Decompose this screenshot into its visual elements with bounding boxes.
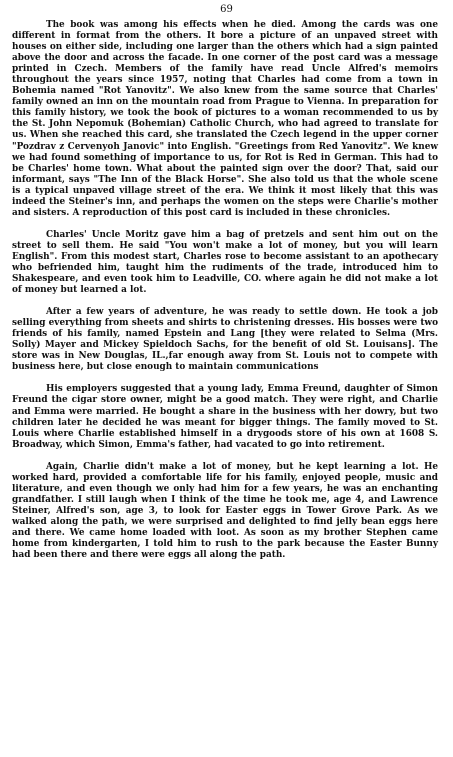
paragraph-settle-down: After a few years of adventure, he was ready to settle down. He took a job selling everything from sheets and shirts to christening dresses. His bosses were two friends of his family, named Epstein and Lang [they were related to Selma (Mrs. Solly) Mayer and Mickey Spieldoch Sachs, for the benefit of old St. Louisans]. The store was in New Douglas, IL.,far enough away from St. Louis not to compete with business here, but close enough to maintain communications: [12, 307, 438, 373]
body-text: [12, 20, 438, 561]
paragraph-grandfather: Again, Charlie didn't make a lot of money, but he kept learning a lot. He worked hard, provided a comfortable life for his family, enjoyed people, music and literature, and even though we only had him for a few years, he was an enchanting grandfather. I still laugh when I think of the time he took me, age 4, and Lawrence Steiner, Alfred's son, age 3, to look for Easter eggs in Tower Grove Park. As we walked along the path, we were surprised and delighted to find jelly bean eggs here and there. We came home loaded with loot. As soon as my brother Stephen came home from kindergarten, I told him to rush to the park because the Easter Bunny had been there and there were eggs all along the path.: [12, 461, 438, 561]
paragraph-marriage: His employers suggested that a young lady, Emma Freund, daughter of Simon Freund the cigar store owner, might be a good match. They were right, and Charlie and Emma were married. He bought a share in the business with her dowry, but two children later he decided he was meant for bigger things. The family moved to St. Louis where Charlie established himself in a drygoods store of his own at 1608 S. Broadway, which Simon, Emma's father, had vacated to go into retirement.: [12, 384, 438, 450]
page-number: 69: [220, 4, 233, 15]
paragraph-postcard: The book was among his effects when he died. Among the cards was one different in format from the others. It bore a picture of an unpaved street with houses on either side, including one larger than the others which had a sign painted above the door and across the facade. In one corner of the post card was a message printed in Czech. Members of the family have read Uncle Alfred's memoirs throughout the years since 1957, noting that Charles had come from a town in Bohemia named "Rot Yanovitz". We also knew from the same source that Charles' family owned an inn on the mountain road from Prague to Vienna. In preparation for this family history, we took the book of pictures to a woman recommended to us by the St. John Nepomuk (Bohemian) Catholic Church, who had agreed to translate for us. When she reached this card, she translated the Czech legend in the upper corner "Pozdrav z Cervenyoh Janovic" into English. "Greetings from Red Yanovitz". We knew we had found something of importance to us, for Rot is Red in German. This had to be Charles' home town. What about the painted sign over the door? That, said our informant, says "The Inn of the Black Horse". She also told us that the whole scene is a typical unpaved village street of the era. We think it most likely that this was indeed the Steiner's inn, and perhaps the women on the steps were Charlie's mother and sisters. A reproduction of this post card is included in these chronicles.: [12, 20, 438, 218]
paragraph-uncle-moritz: Charles' Uncle Moritz gave him a bag of pretzels and sent him out on the street to sell them. He said "You won't make a lot of money, but you will learn English". From this modest start, Charles rose to become assistant to an apothecary who befriended him, taught him the rudiments of the trade, introduced him to Shakespeare, and even took him to Leadville, CO. where again he did not make a lot of money but learned a lot.: [12, 229, 438, 296]
